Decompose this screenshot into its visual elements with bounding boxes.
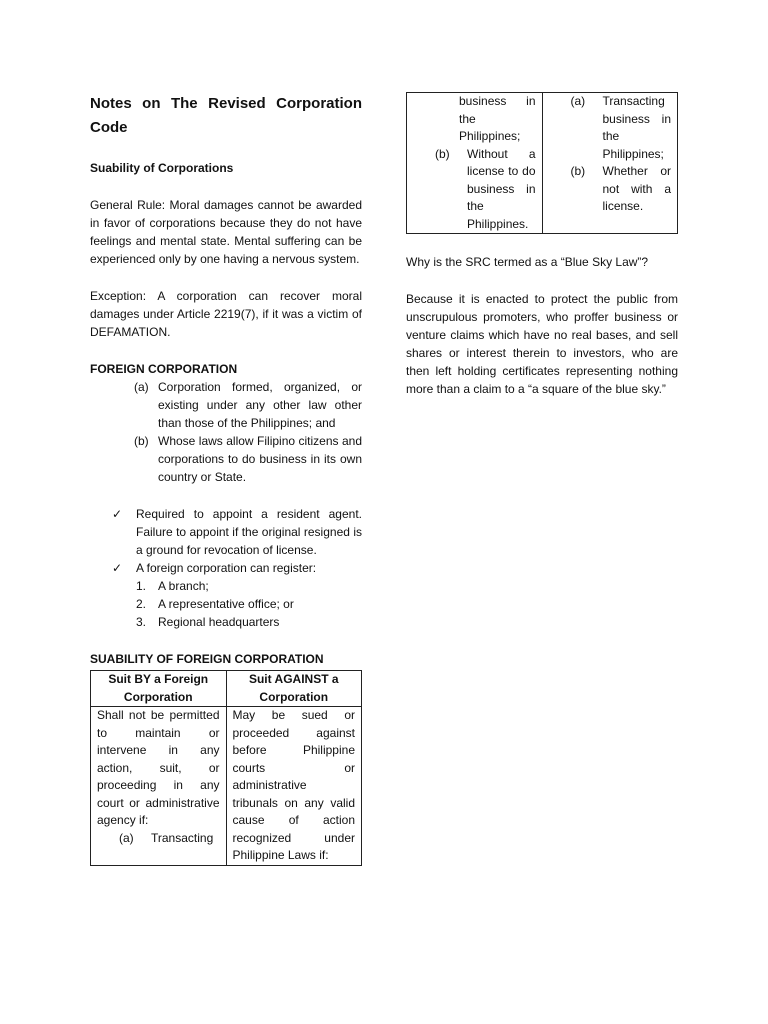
list-item-text: A representative office; or [158,597,294,611]
list-item [413,146,536,234]
cell-text: May be sued or proceeded against before Philippine courts or administrative tribunals on any valid cause of action recognized under Philippine Laws if: [232,708,355,862]
list-item [97,830,220,848]
suability-heading: Suability of Corporations [90,161,234,175]
list-item-text: Without a license to do business in the Philippines. [467,146,536,231]
list-marker: (a) [570,94,586,108]
table-row [407,93,678,234]
left-column [90,92,362,866]
list-item [549,93,672,163]
page-title: Notes on The Revised Corporation Code [90,95,362,136]
table-cell-suit-against [226,707,362,866]
cell-list [97,830,220,848]
checkmark-icon: ✓ [112,561,123,575]
foreign-corporation-definition-list [90,378,362,486]
col-header-suit-by: Suit BY a Foreign Corporation [91,671,227,707]
list-marker: 3. [136,615,147,629]
cell-list [413,146,536,234]
list-item-text: A branch; [158,579,209,593]
general-rule-paragraph: General Rule: Moral damages cannot be awarded in favor of corporations because they do not have feelings and mental state. Mental suffering can be experienced only by one having a nervous system. [90,198,362,266]
list-item [136,613,362,631]
suability-foreign-heading: SUABILITY OF FOREIGN CORPORATION [90,652,324,666]
table-cell-suit-by-continued [407,93,543,234]
blue-sky-answer: Because it is enacted to protect the public from unscrupulous promoters, who proffer business or venture claims which have no real bases, and sell shares or interest therein to investors, who are then left holding certificates representing nothing more than a claim to a “a square of the blue sky.” [406,292,678,396]
list-item-text: Whose laws allow Filipino citizens and corporations to do business in its own country or State. [158,434,362,484]
list-marker: (b) [134,434,149,448]
list-item-text: Whether or not with a license. [602,164,671,213]
checkmark-icon: ✓ [112,507,123,521]
table-cell-suit-against-continued [542,93,678,234]
list-item-text: Transacting business in the Philippines; [602,94,671,161]
list-marker: 2. [136,597,147,611]
list-item [136,595,362,613]
check-item [90,559,362,631]
list-item [136,577,362,595]
list-marker: (a) [119,830,134,845]
register-options-list [136,577,362,631]
blue-sky-question: Why is the SRC termed as a “Blue Sky Law”? [406,255,649,269]
cell-list [549,93,672,216]
checklist [90,505,362,631]
table-row [91,707,362,866]
suability-table-continued [406,92,678,234]
list-item [90,378,362,432]
list-item-text: Transacting [151,830,214,845]
cell-text: Shall not be permitted to maintain or intervene in any action, suit, or proceeding in any court or administrative agency if: [97,708,220,827]
check-item-text: Required to appoint a resident agent. Failure to appoint if the original resigned is a ground for revocation of license. [136,507,362,557]
suability-table [90,670,362,866]
list-item [90,432,362,486]
col-header-suit-against: Suit AGAINST a Corporation [226,671,362,707]
table-cell-suit-by [91,707,227,866]
list-marker: (a) [134,380,149,394]
list-marker: (b) [570,164,586,178]
list-item [549,163,672,216]
list-item-text: Regional headquarters [158,615,280,629]
right-column [406,92,678,398]
exception-paragraph: Exception: A corporation can recover moral damages under Article 2219(7), if it was a victim of DEFAMATION. [90,289,362,339]
cell-text: business in the Philippines; [459,94,536,143]
foreign-corporation-heading: FOREIGN CORPORATION [90,362,238,376]
check-item [90,505,362,559]
table-header-row [91,671,362,707]
list-marker: (b) [435,146,450,161]
list-marker: 1. [136,579,147,593]
check-item-text: A foreign corporation can register: [136,561,317,575]
list-item-text: Corporation formed, organized, or existing under any other law other than those of the Philippines; and [158,380,362,430]
